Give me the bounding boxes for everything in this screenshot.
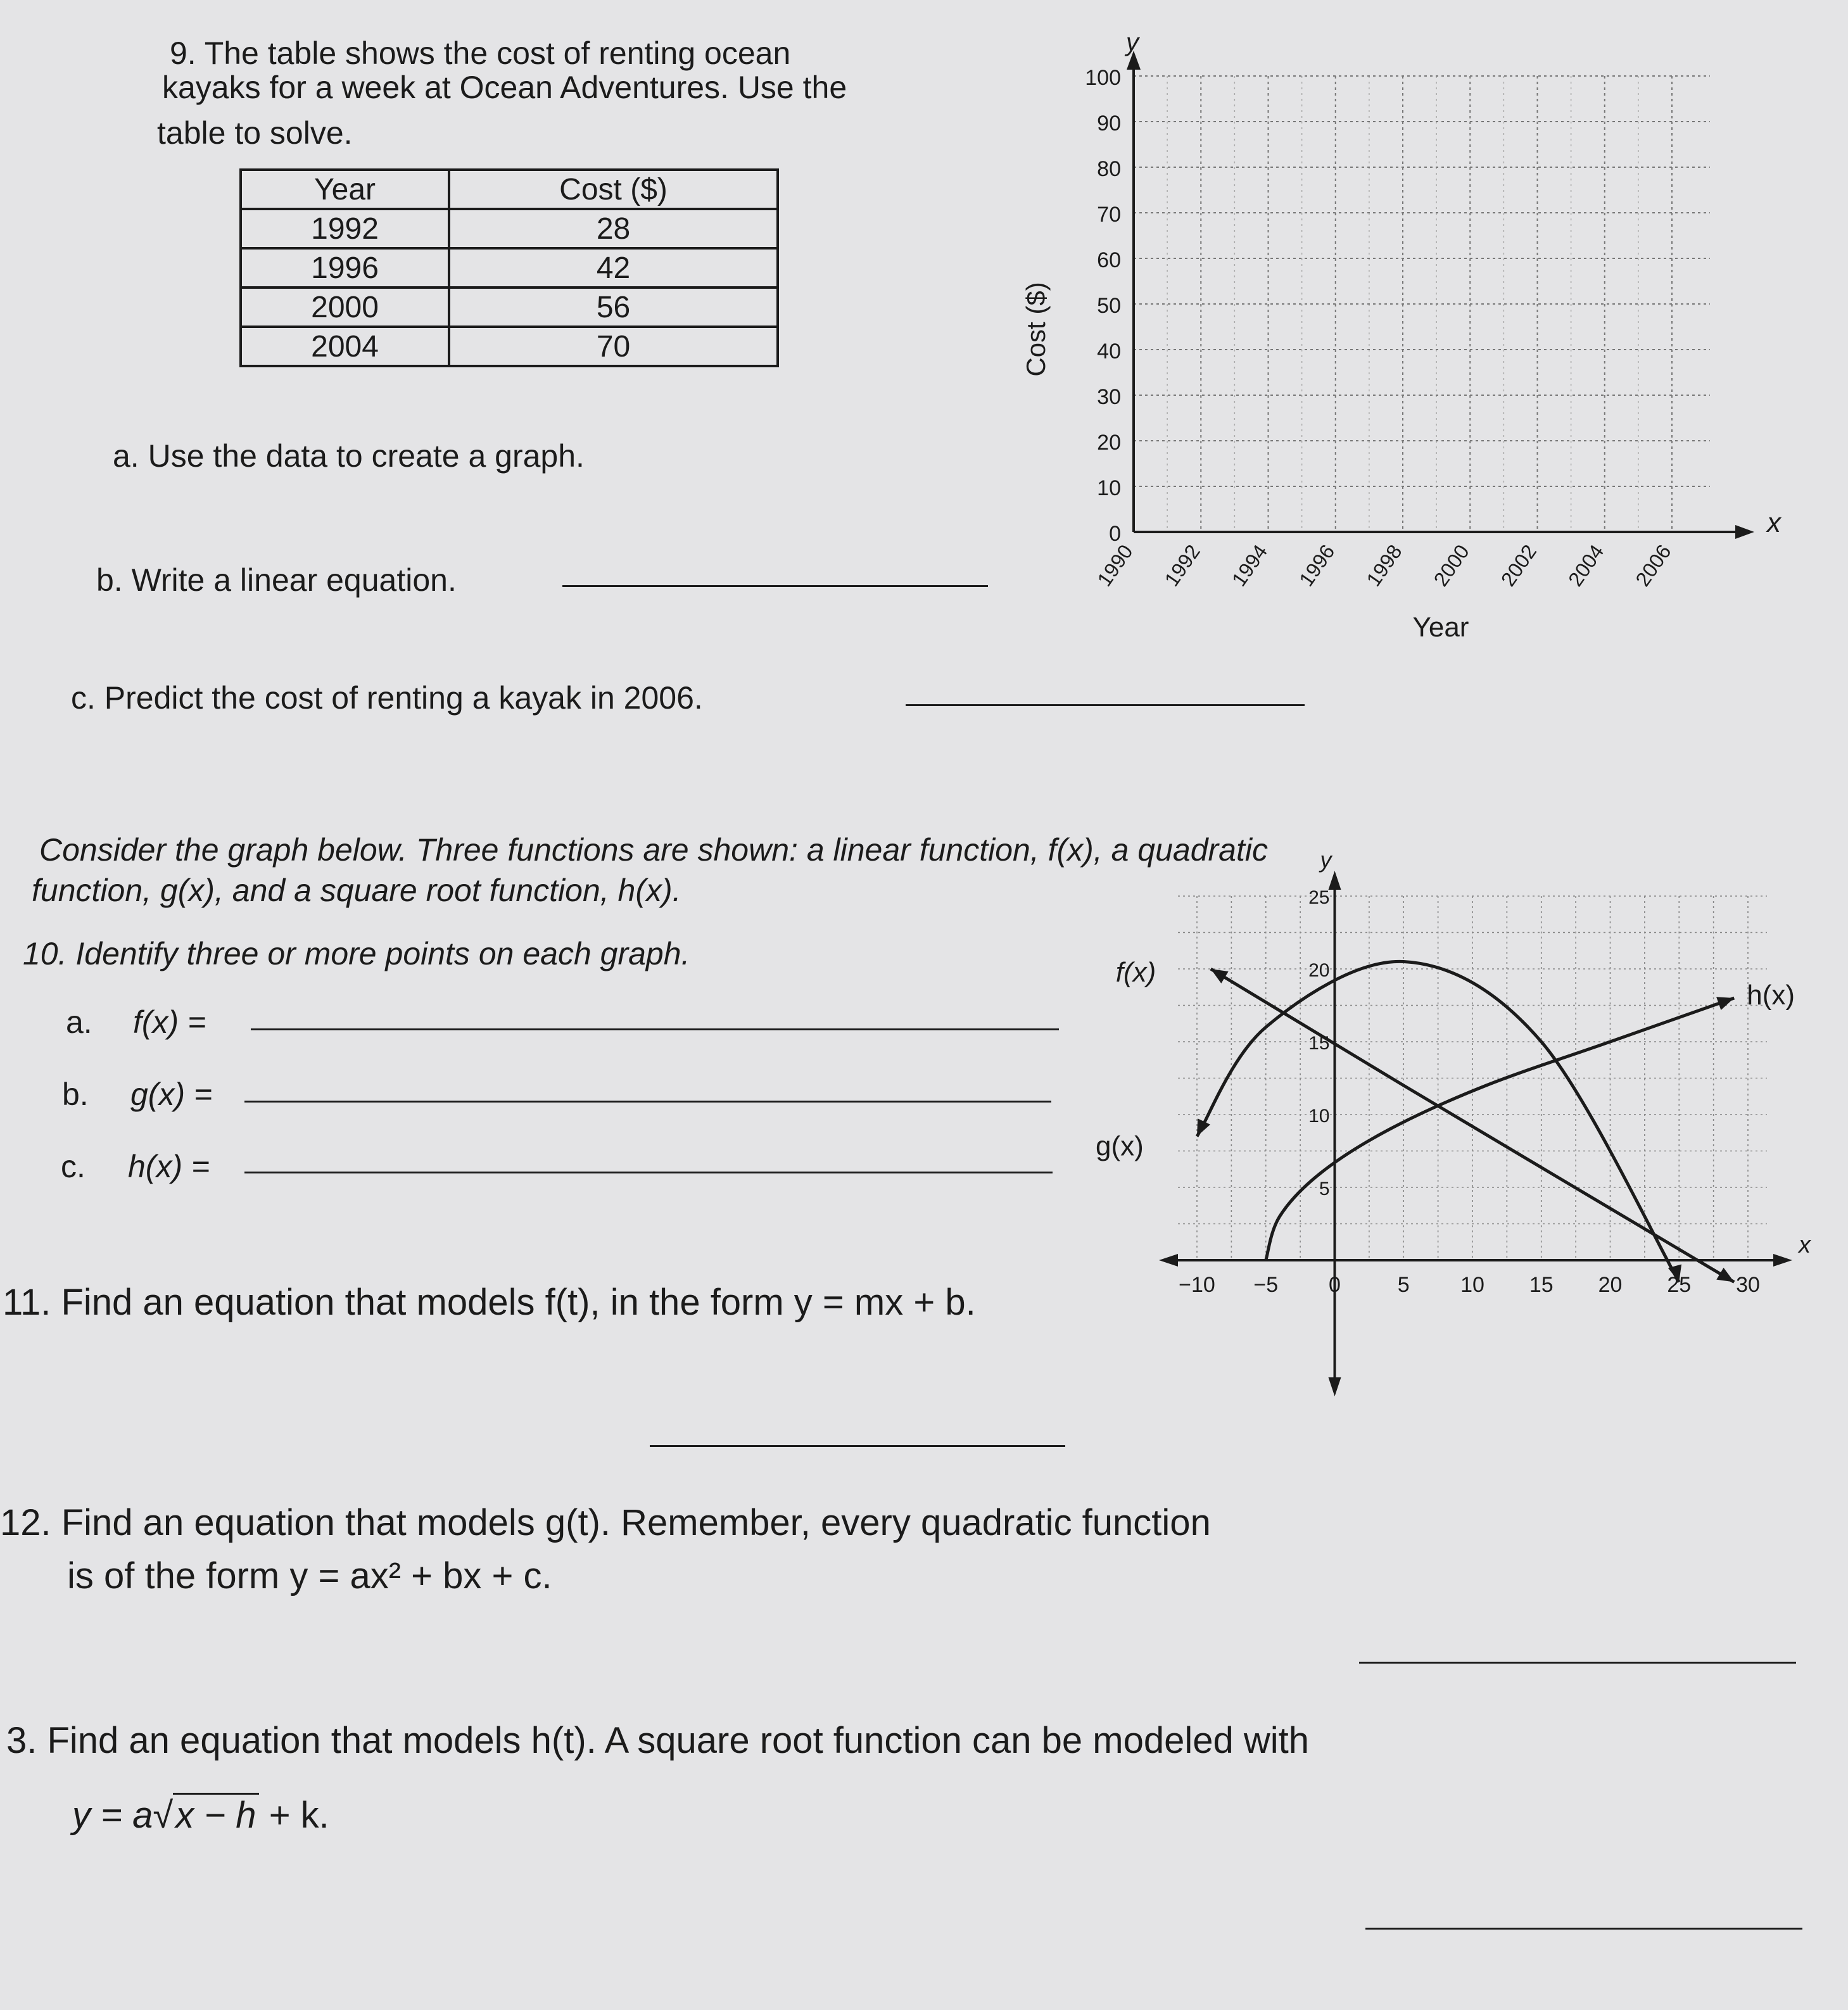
x-tick-label: 5 xyxy=(1397,1273,1410,1297)
radical-sign-icon: √ xyxy=(153,1795,174,1836)
q10-prompt: 10. Identify three or more points on each graph. xyxy=(23,936,690,971)
q10-b-label: b. xyxy=(62,1077,89,1112)
q12-line1: 12. Find an equation that models g(t). Remember, every quadratic function xyxy=(0,1502,1211,1543)
q9-part-c: c. Predict the cost of renting a kayak in 2006. xyxy=(71,680,703,716)
table-row xyxy=(241,327,778,366)
q13-formula-prefix: y = a xyxy=(72,1795,153,1836)
x-tick-label: 20 xyxy=(1598,1273,1623,1297)
q13-line1: 3. Find an equation that models h(t). A square root function can be modeled with xyxy=(6,1720,1310,1761)
q12-answer-blank[interactable] xyxy=(1359,1662,1796,1664)
table-cell-year: 1992 xyxy=(241,209,449,248)
y-tick-label: 5 xyxy=(1319,1179,1330,1199)
y-tick-label: 40 xyxy=(1097,339,1121,363)
q10-c-label: c. xyxy=(61,1149,85,1184)
f-start-arrow-icon xyxy=(1211,969,1229,983)
kayak-cost-table xyxy=(239,168,779,367)
y-tick-label: 20 xyxy=(1308,960,1330,981)
q9-line1: 9. The table shows the cost of renting ocean xyxy=(170,35,791,71)
h-end-arrow-icon xyxy=(1716,997,1734,1010)
x-tick-label: 2002 xyxy=(1496,540,1541,591)
table-cell-year: 1996 xyxy=(241,248,449,288)
y-tick-label: 30 xyxy=(1097,385,1121,409)
q10-c-function: h(x) = xyxy=(128,1149,210,1184)
x-tick-label: 2004 xyxy=(1564,540,1609,591)
g-quadratic-curve xyxy=(1197,961,1679,1282)
functions-graph[interactable] xyxy=(1096,847,1811,1415)
table-cell-cost: 42 xyxy=(449,248,778,288)
x-tick-label: 1990 xyxy=(1092,540,1137,591)
y-tick-label: 100 xyxy=(1085,66,1121,90)
table-row xyxy=(241,288,778,327)
table-cell-year: 2004 xyxy=(241,327,449,366)
y-axis-letter: y xyxy=(1320,847,1332,873)
x-tick-label: −5 xyxy=(1253,1273,1279,1297)
y-tick-label: 0 xyxy=(1109,522,1121,546)
q13-formula-suffix: + k. xyxy=(269,1795,329,1836)
q10-a-label: a. xyxy=(66,1004,92,1040)
x-tick-label: 10 xyxy=(1460,1273,1484,1297)
x-axis-letter: x xyxy=(1767,507,1781,538)
y-axis-up-arrow-icon xyxy=(1329,871,1341,890)
y-tick-label: 60 xyxy=(1097,248,1121,272)
y-tick-label: 10 xyxy=(1308,1106,1330,1127)
x-tick-label: 25 xyxy=(1667,1273,1692,1297)
x-axis-title: Year xyxy=(1412,612,1469,643)
x-tick-label: 1992 xyxy=(1160,540,1205,591)
q11-text: 11. Find an equation that models f(t), in the form y = mx + b. xyxy=(3,1282,976,1323)
q10-b-function: g(x) = xyxy=(130,1077,213,1112)
y-tick-label: 50 xyxy=(1097,294,1121,318)
x-tick-label: 1996 xyxy=(1294,540,1339,591)
x-tick-label: 1994 xyxy=(1227,540,1272,591)
y-axis-down-arrow-icon xyxy=(1329,1377,1341,1396)
q12-line2: is of the form y = ax² + bx + c. xyxy=(67,1555,552,1596)
table-cell-year: 2000 xyxy=(241,288,449,327)
x-tick-label: 15 xyxy=(1529,1273,1554,1297)
q9-line2: kayaks for a week at Ocean Adventures. Use the xyxy=(162,70,847,105)
h-square-root-curve xyxy=(1266,998,1735,1260)
y-tick-label: 25 xyxy=(1308,887,1330,908)
x-axis-letter: x xyxy=(1799,1232,1811,1258)
x-axis-arrow-icon xyxy=(1735,525,1754,539)
g-label: g(x) xyxy=(1096,1130,1144,1162)
y-tick-label: 80 xyxy=(1097,157,1121,181)
x-tick-label: 30 xyxy=(1736,1273,1760,1297)
q9-part-b: b. Write a linear equation. xyxy=(96,562,457,598)
y-tick-label: 10 xyxy=(1097,476,1121,500)
intro-line1: Consider the graph below. Three functions are shown: a linear function, f(x), a quadratic xyxy=(39,832,1268,868)
q9-answer-b-blank[interactable] xyxy=(562,585,988,587)
q10-b-answer-blank[interactable] xyxy=(244,1101,1051,1103)
q13-formula-radicand: x − h xyxy=(173,1793,258,1836)
q13-formula xyxy=(72,1795,329,1837)
y-axis-title: Cost ($) xyxy=(1021,282,1051,377)
table-cell-cost: 70 xyxy=(449,327,778,366)
y-tick-label: 90 xyxy=(1097,111,1121,136)
q9-answer-c-blank[interactable] xyxy=(906,704,1305,706)
q13-answer-blank[interactable] xyxy=(1365,1928,1802,1930)
y-tick-label: 70 xyxy=(1097,203,1121,227)
x-tick-label: 0 xyxy=(1329,1273,1341,1297)
h-label: h(x) xyxy=(1747,980,1795,1011)
q11-answer-blank[interactable] xyxy=(650,1445,1065,1447)
x-tick-label: 2000 xyxy=(1429,540,1474,591)
y-tick-label: 15 xyxy=(1308,1033,1330,1054)
x-tick-label: −10 xyxy=(1179,1273,1215,1297)
q9-line3: table to solve. xyxy=(157,115,353,151)
y-tick-label: 20 xyxy=(1097,431,1121,455)
q10-c-answer-blank[interactable] xyxy=(244,1172,1053,1173)
f-label: f(x) xyxy=(1115,957,1156,988)
table-header-year: Year xyxy=(241,170,449,209)
table-row xyxy=(241,209,778,248)
table-cell-cost: 56 xyxy=(449,288,778,327)
x-axis-right-arrow-icon xyxy=(1773,1254,1792,1267)
q10-a-answer-blank[interactable] xyxy=(251,1028,1059,1030)
q10-a-function: f(x) = xyxy=(133,1004,206,1040)
x-axis-left-arrow-icon xyxy=(1159,1254,1178,1267)
table-cell-cost: 28 xyxy=(449,209,778,248)
cost-vs-year-grid[interactable] xyxy=(1013,28,1781,659)
y-axis-letter: y xyxy=(1126,28,1139,56)
x-tick-label: 2006 xyxy=(1631,540,1676,591)
table-header-row xyxy=(241,170,778,209)
x-tick-label: 1998 xyxy=(1362,540,1407,591)
table-header-cost: Cost ($) xyxy=(449,170,778,209)
q9-part-a: a. Use the data to create a graph. xyxy=(113,438,585,474)
table-row xyxy=(241,248,778,288)
intro-line2: function, g(x), and a square root function, h(x). xyxy=(32,873,681,908)
